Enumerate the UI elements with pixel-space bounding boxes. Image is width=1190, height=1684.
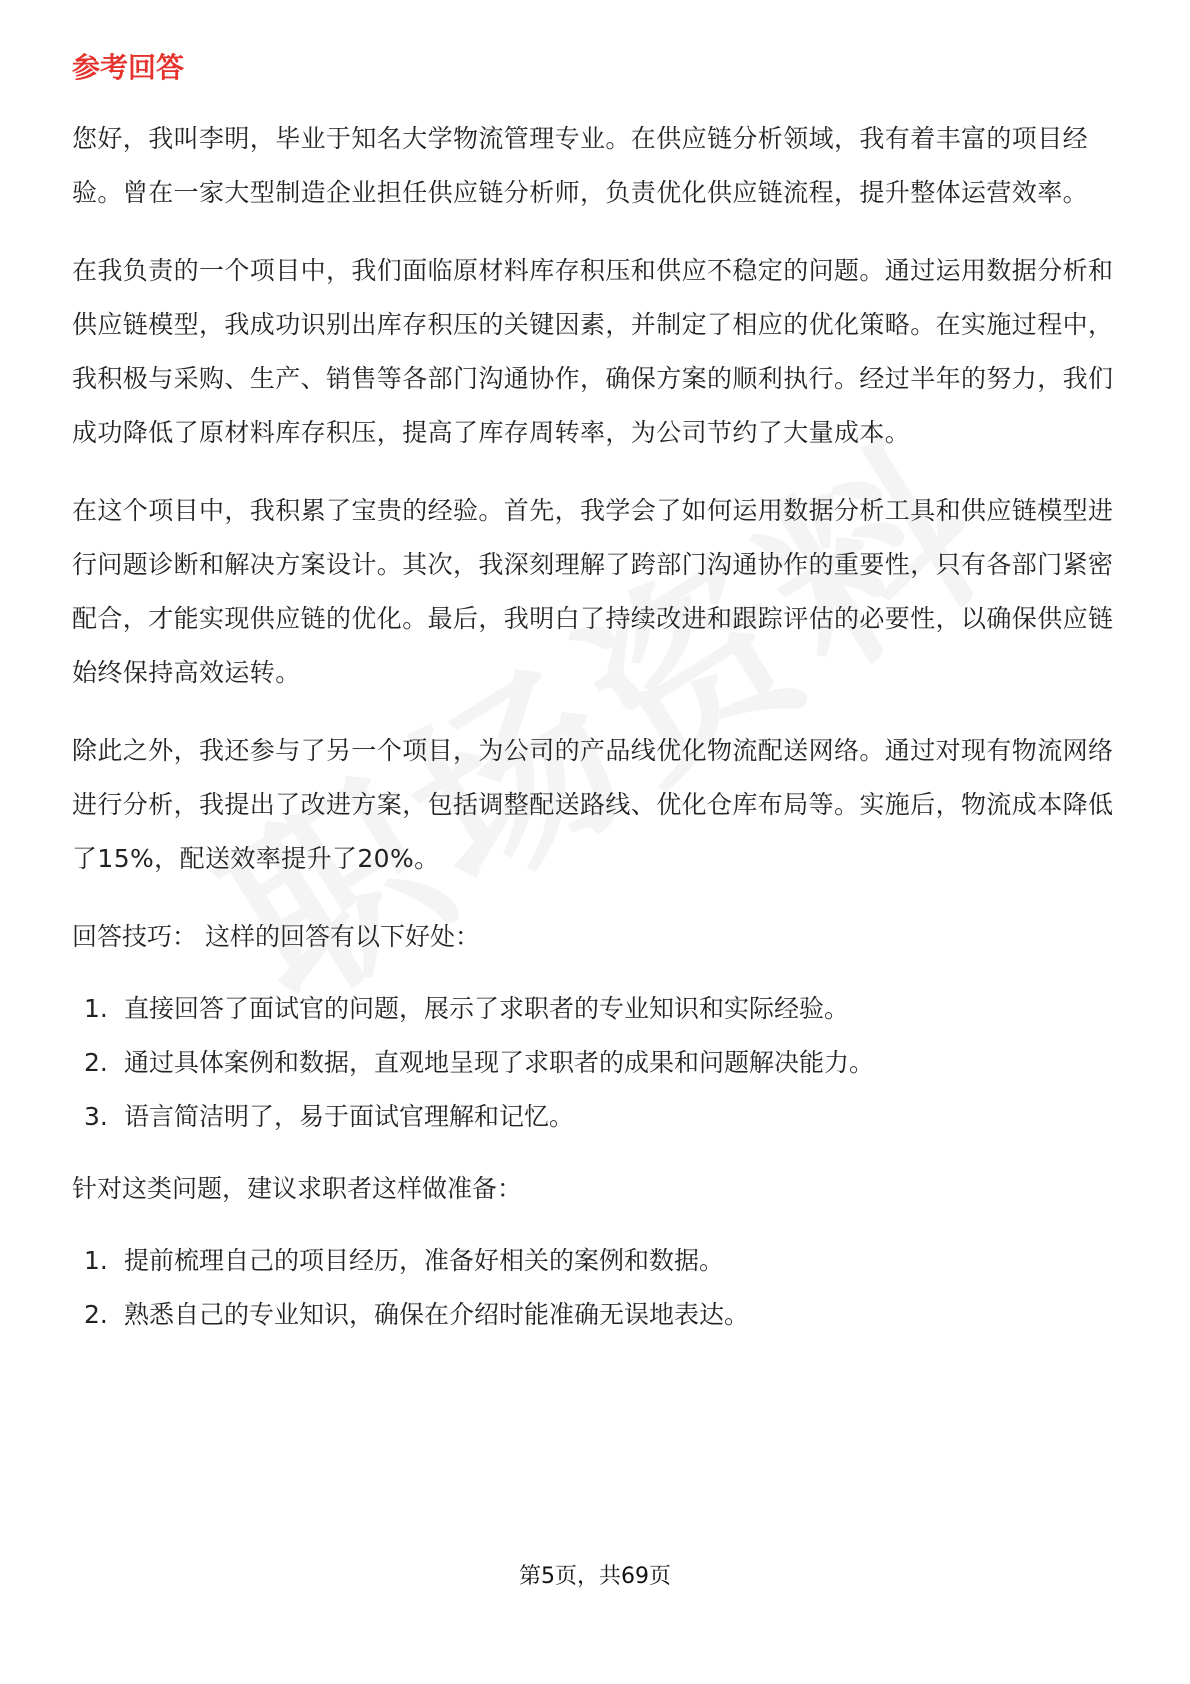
list-item-number: 2. [84,1048,108,1077]
list-item-number: 1. [84,994,108,1023]
list-item-number: 3. [84,1102,108,1131]
list-item [84,982,1122,1036]
list-item [84,1234,1122,1288]
paragraph-project: 在我负责的一个项目中，我们面临原材料库存积压和供应不稳定的问题。通过运用数据分析和供应链模型，我成功识别出库存积压的关键因素，并制定了相应的优化策略。在实施过程中，我积极与采购、生产、销售等各部门沟通协作，确保方案的顺利执行。经过半年的努力，我们成功降低了原材料库存积压，提高了库存周转率，为公司节约了大量成本。 [72,256,1114,447]
list-item-number: 2. [84,1300,108,1329]
list-item-text: 直接回答了面试官的问题，展示了求职者的专业知识和实际经验。 [124,994,850,1023]
page-footer: 第5页，共69页 [519,1564,671,1589]
prep-heading: 针对这类问题，建议求职者这样做准备： [72,1174,523,1203]
content [72,48,1122,1360]
list-item-text: 提前梳理自己的项目经历，准备好相关的案例和数据。 [124,1246,725,1275]
list-item-text: 熟悉自己的专业知识，确保在介绍时能准确无误地表达。 [124,1300,750,1329]
tips-list [84,982,1122,1144]
prep-list [84,1234,1122,1342]
tips-heading: 回答技巧： 这样的回答有以下好处： [72,922,480,951]
list-item-text: 通过具体案例和数据，直观地呈现了求职者的成果和问题解决能力。 [124,1048,875,1077]
paragraph-intro: 您好，我叫李明，毕业于知名大学物流管理专业。在供应链分析领域，我有着丰富的项目经验。曾在一家大型制造企业担任供应链分析师，负责优化供应链流程，提升整体运营效率。 [72,124,1089,207]
paragraph-experience: 在这个项目中，我积累了宝贵的经验。首先，我学会了如何运用数据分析工具和供应链模型进行问题诊断和解决方案设计。其次，我深刻理解了跨部门沟通协作的重要性，只有各部门紧密配合，才能实现供应链的优化。最后，我明白了持续改进和跟踪评估的必要性，以确保供应链始终保持高效运转。 [72,496,1114,687]
list-item-text: 语言简洁明了，易于面试官理解和记忆。 [124,1102,575,1131]
section-title: 参考回答 [72,51,185,84]
list-item [84,1036,1122,1090]
list-item [84,1090,1122,1144]
list-item [84,1288,1122,1342]
paragraph-other-project: 除此之外，我还参与了另一个项目，为公司的产品线优化物流配送网络。通过对现有物流网络进行分析，我提出了改进方案，包括调整配送路线、优化仓库布局等。实施后，物流成本降低了15%，配送效率提升了20%。 [72,736,1114,873]
list-item-number: 1. [84,1246,108,1275]
